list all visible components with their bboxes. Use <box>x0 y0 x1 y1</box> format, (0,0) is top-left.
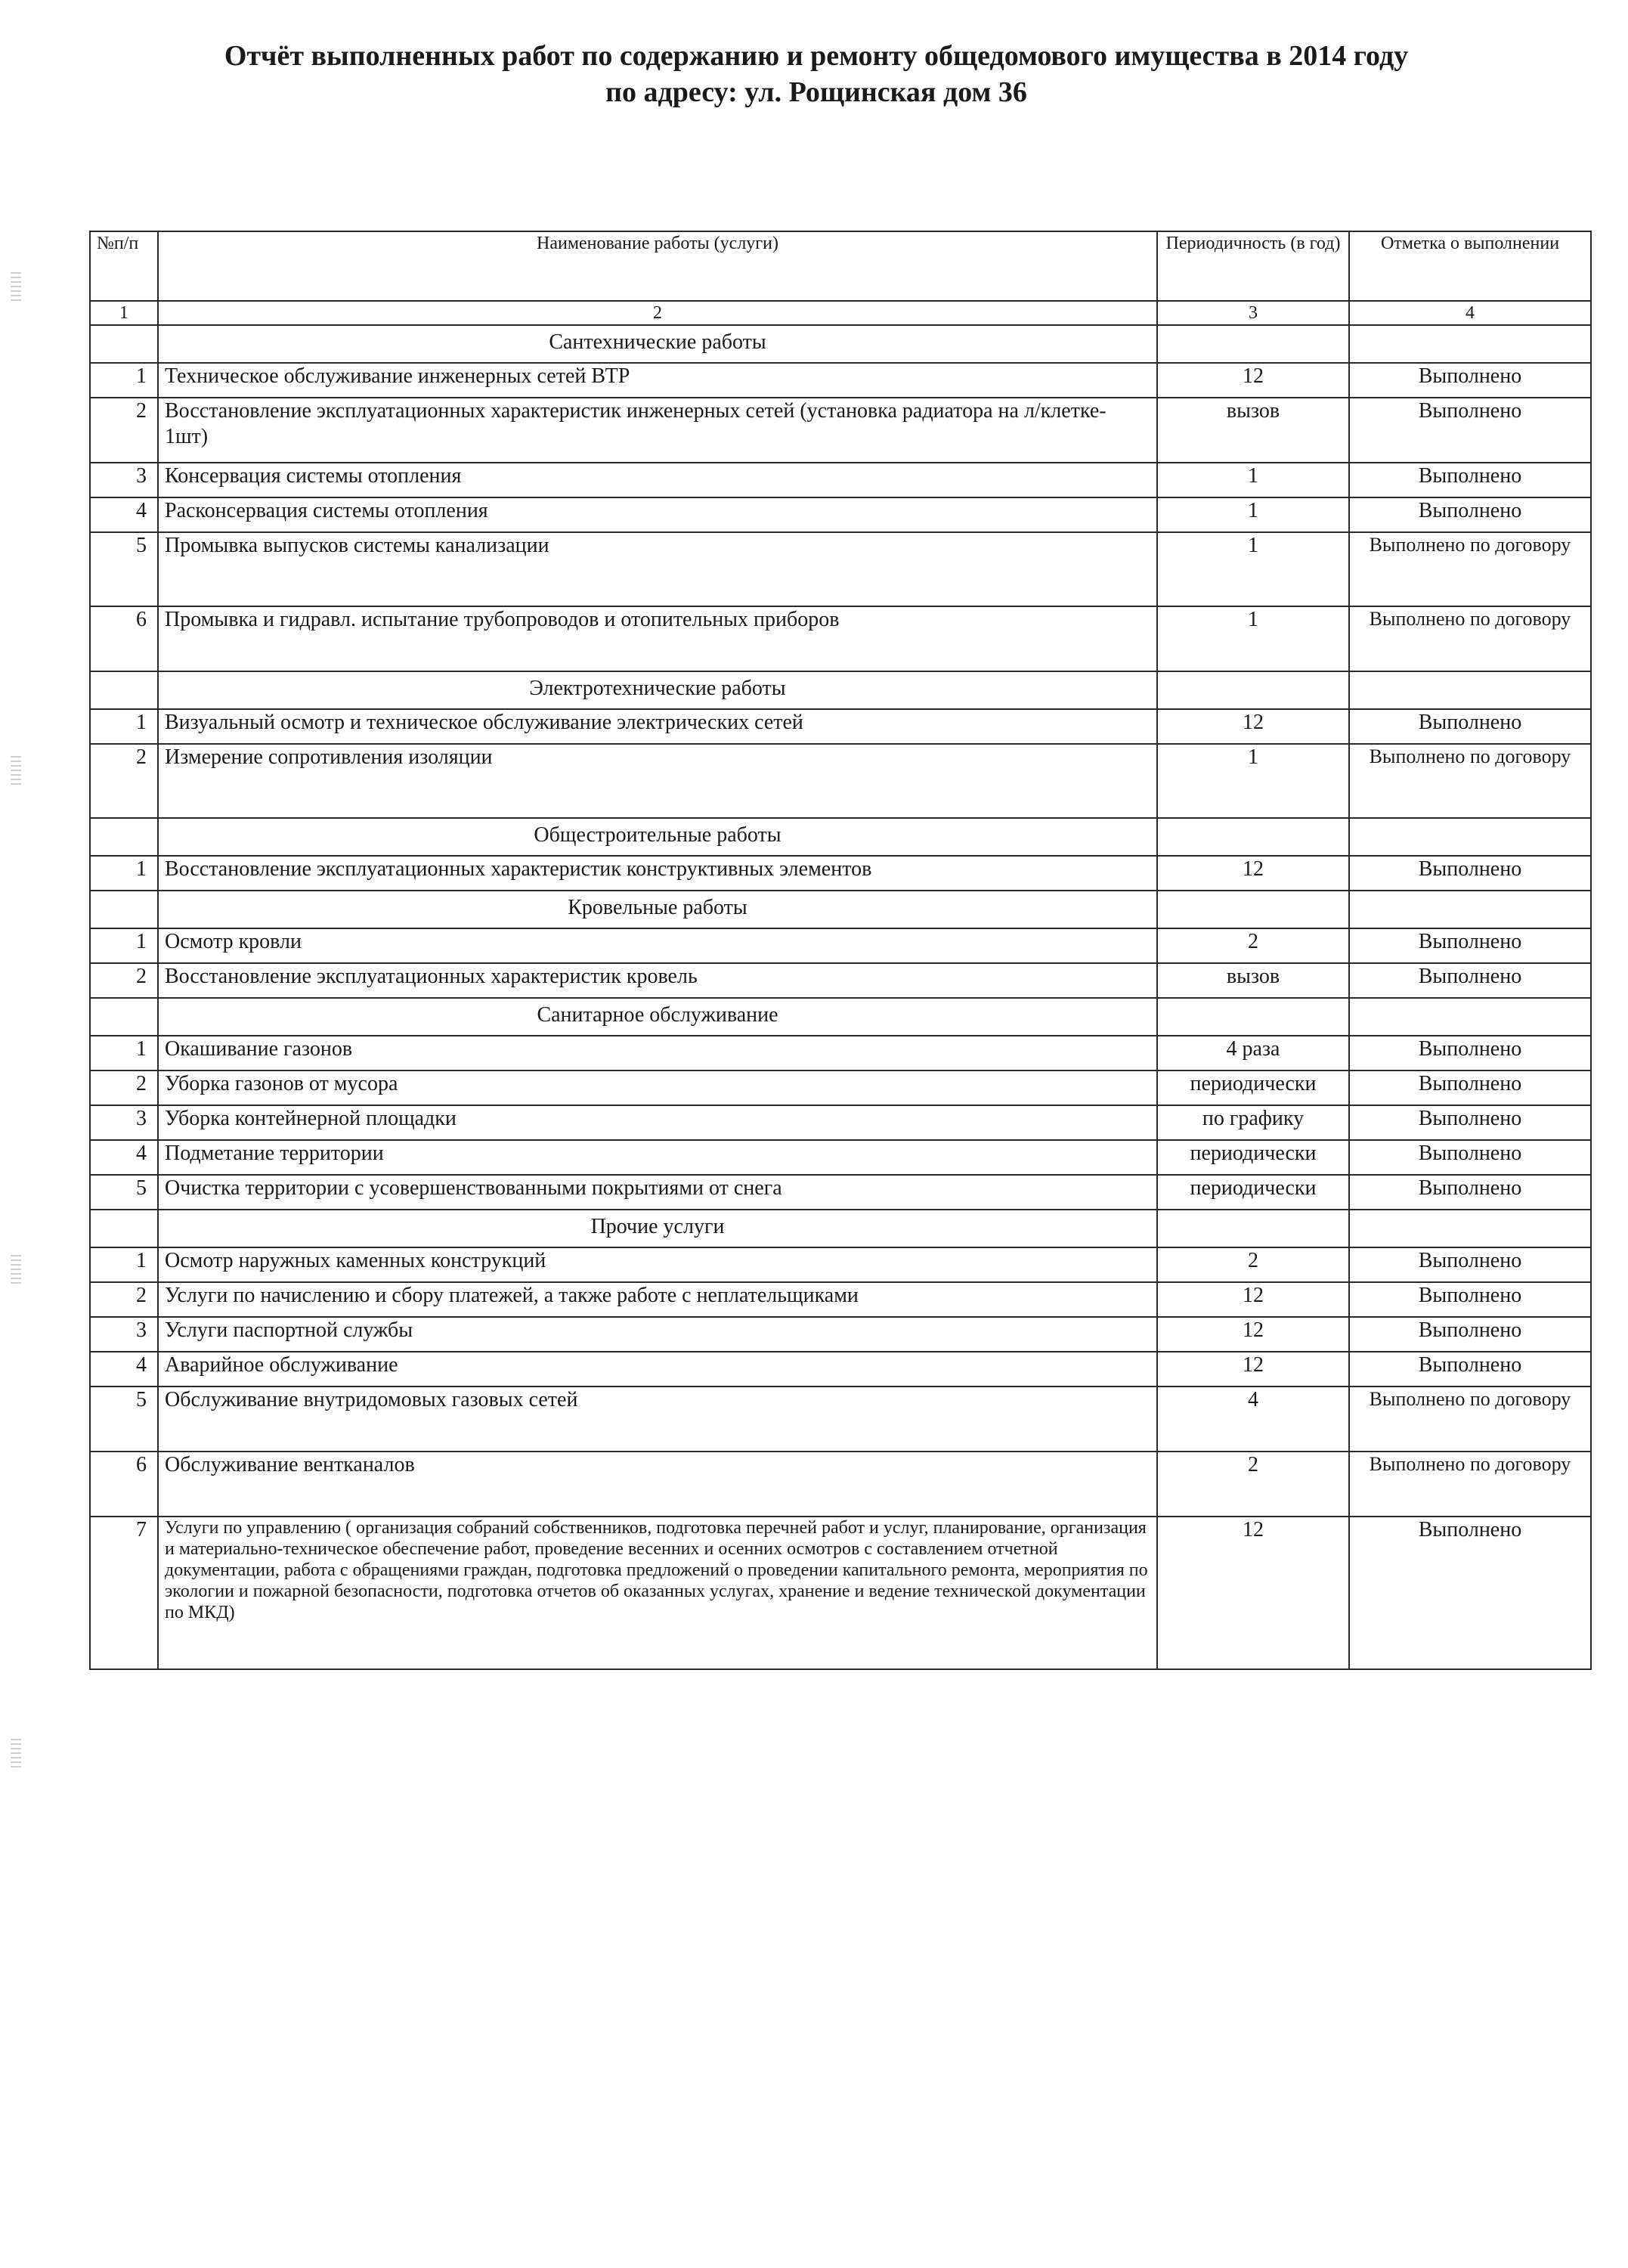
row-desc: Услуги по управлению ( организация собраний собственников, подготовка перечней работ и услуг, планирование, организация и материально-техническое обеспечение работ, проведение весенних и осенних осмотров с составлением отчетной документации, работа с обращениями граждан, подготовка предложений о проведении капитального ремонта, мероприятия по экологии и пожарной безопасности, подготовка отчетов об оказанных услугах, хранение и ведение технической документации по МКД) <box>158 1517 1157 1669</box>
works-report-table <box>89 231 1592 1670</box>
row-desc: Услуги по начислению и сбору платежей, а также работе с неплательщиками <box>158 1282 1157 1317</box>
row-period: 4 раза <box>1157 1036 1349 1070</box>
row-period: 4 <box>1157 1387 1349 1452</box>
row-num: 6 <box>90 1452 158 1517</box>
row-num: 3 <box>90 1105 158 1140</box>
row-desc: Измерение сопротивления изоляции <box>158 744 1157 818</box>
row-num: 2 <box>90 963 158 998</box>
header-status: Отметка о выполнении <box>1349 231 1591 301</box>
row-desc: Окашивание газонов <box>158 1036 1157 1070</box>
table-row <box>90 1140 1591 1175</box>
row-period: периодически <box>1157 1175 1349 1210</box>
row-desc: Консервация системы отопления <box>158 463 1157 497</box>
row-status: Выполнено <box>1349 463 1591 497</box>
row-num: 1 <box>90 856 158 891</box>
row-status: Выполнено <box>1349 1317 1591 1352</box>
table-row <box>90 744 1591 818</box>
row-period: 12 <box>1157 1282 1349 1317</box>
scan-artifact <box>11 272 21 302</box>
row-period: 12 <box>1157 1352 1349 1387</box>
row-period: 2 <box>1157 1452 1349 1517</box>
row-status: Выполнено <box>1349 1140 1591 1175</box>
section-row <box>90 891 1591 928</box>
row-num: 3 <box>90 1317 158 1352</box>
table-row <box>90 363 1591 398</box>
table-row <box>90 1352 1591 1387</box>
row-status: Выполнено <box>1349 1175 1591 1210</box>
row-desc: Промывка выпусков системы канализации <box>158 532 1157 606</box>
row-period: 12 <box>1157 1517 1349 1669</box>
table-row <box>90 1452 1591 1517</box>
header-name: Наименование работы (услуги) <box>158 231 1157 301</box>
row-status: Выполнено <box>1349 928 1591 963</box>
row-period: 12 <box>1157 1317 1349 1352</box>
row-status: Выполнено <box>1349 497 1591 532</box>
row-status: Выполнено <box>1349 963 1591 998</box>
row-period: вызов <box>1157 398 1349 463</box>
table-row <box>90 1387 1591 1452</box>
section-title: Сантехнические работы <box>158 325 1157 363</box>
header-row <box>90 231 1591 301</box>
table-row <box>90 709 1591 744</box>
row-period: 1 <box>1157 497 1349 532</box>
scan-artifact <box>11 1255 21 1285</box>
row-period: по графику <box>1157 1105 1349 1140</box>
scan-artifact <box>11 1739 21 1769</box>
section-row <box>90 998 1591 1036</box>
row-num: 1 <box>90 928 158 963</box>
section-title: Кровельные работы <box>158 891 1157 928</box>
table-row <box>90 1517 1591 1669</box>
section-title: Общестроительные работы <box>158 818 1157 856</box>
row-desc: Техническое обслуживание инженерных сетей ВТР <box>158 363 1157 398</box>
row-status: Выполнено <box>1349 856 1591 891</box>
row-num: 6 <box>90 606 158 671</box>
row-period: периодически <box>1157 1070 1349 1105</box>
header-period: Периодичность (в год) <box>1157 231 1349 301</box>
row-num: 4 <box>90 1140 158 1175</box>
row-num: 5 <box>90 532 158 606</box>
row-num: 2 <box>90 744 158 818</box>
row-num: 1 <box>90 1036 158 1070</box>
row-status: Выполнено <box>1349 1352 1591 1387</box>
row-period: 2 <box>1157 1247 1349 1282</box>
row-num: 2 <box>90 1282 158 1317</box>
title-line-2: по адресу: ул. Рощинская дом 36 <box>605 76 1027 108</box>
row-status: Выполнено <box>1349 363 1591 398</box>
row-num: 5 <box>90 1387 158 1452</box>
section-row <box>90 671 1591 709</box>
row-status: Выполнено <box>1349 709 1591 744</box>
row-desc: Уборка газонов от мусора <box>158 1070 1157 1105</box>
row-status: Выполнено по договору <box>1349 744 1591 818</box>
row-desc: Очистка территории с усовершенствованными покрытиями от снега <box>158 1175 1157 1210</box>
row-status: Выполнено <box>1349 1282 1591 1317</box>
row-status: Выполнено <box>1349 1105 1591 1140</box>
row-period: 1 <box>1157 606 1349 671</box>
row-num: 4 <box>90 1352 158 1387</box>
row-desc: Осмотр кровли <box>158 928 1157 963</box>
table-row <box>90 1282 1591 1317</box>
row-status: Выполнено <box>1349 1247 1591 1282</box>
col-number: 4 <box>1349 301 1591 325</box>
col-number: 2 <box>158 301 1157 325</box>
row-desc: Восстановление эксплуатационных характеристик кровель <box>158 963 1157 998</box>
row-num: 4 <box>90 497 158 532</box>
row-period: 1 <box>1157 532 1349 606</box>
section-row <box>90 325 1591 363</box>
row-desc: Визуальный осмотр и техническое обслуживание электрических сетей <box>158 709 1157 744</box>
row-desc: Обслуживание внутридомовых газовых сетей <box>158 1387 1157 1452</box>
section-title: Санитарное обслуживание <box>158 998 1157 1036</box>
row-status: Выполнено по договору <box>1349 606 1591 671</box>
row-desc: Расконсервация системы отопления <box>158 497 1157 532</box>
row-num: 3 <box>90 463 158 497</box>
row-period: периодически <box>1157 1140 1349 1175</box>
table-row <box>90 1036 1591 1070</box>
header-num: №п/п <box>90 231 158 301</box>
table-row <box>90 1105 1591 1140</box>
row-status: Выполнено <box>1349 1036 1591 1070</box>
section-row <box>90 1210 1591 1247</box>
row-num: 2 <box>90 1070 158 1105</box>
scan-artifact <box>11 756 21 786</box>
row-status: Выполнено по договору <box>1349 1387 1591 1452</box>
column-numbers-row <box>90 301 1591 325</box>
document-title <box>91 38 1542 110</box>
row-num: 1 <box>90 363 158 398</box>
table-row <box>90 1175 1591 1210</box>
row-status: Выполнено <box>1349 398 1591 463</box>
row-num: 2 <box>90 398 158 463</box>
row-desc: Подметание территории <box>158 1140 1157 1175</box>
row-num: 1 <box>90 709 158 744</box>
row-status: Выполнено по договору <box>1349 532 1591 606</box>
table-row <box>90 398 1591 463</box>
row-num: 1 <box>90 1247 158 1282</box>
row-status: Выполнено <box>1349 1517 1591 1669</box>
title-line-1: Отчёт выполненных работ по содержанию и ремонту общедомового имущества в 2014 году <box>224 40 1409 72</box>
row-desc: Осмотр наружных каменных конструкций <box>158 1247 1157 1282</box>
row-desc: Восстановление эксплуатационных характеристик инженерных сетей (установка радиатора на л/клетке- 1шт) <box>158 398 1157 463</box>
row-desc: Аварийное обслуживание <box>158 1352 1157 1387</box>
row-period: 1 <box>1157 744 1349 818</box>
row-period: вызов <box>1157 963 1349 998</box>
section-title: Электротехнические работы <box>158 671 1157 709</box>
row-period: 12 <box>1157 856 1349 891</box>
table-row <box>90 606 1591 671</box>
row-period: 1 <box>1157 463 1349 497</box>
table-row <box>90 463 1591 497</box>
row-period: 12 <box>1157 363 1349 398</box>
table-row <box>90 1317 1591 1352</box>
table-row <box>90 928 1591 963</box>
row-period: 12 <box>1157 709 1349 744</box>
row-status: Выполнено <box>1349 1070 1591 1105</box>
section-title: Прочие услуги <box>158 1210 1157 1247</box>
row-desc: Уборка контейнерной площадки <box>158 1105 1157 1140</box>
row-status: Выполнено по договору <box>1349 1452 1591 1517</box>
row-desc: Промывка и гидравл. испытание трубопроводов и отопительных приборов <box>158 606 1157 671</box>
row-desc: Услуги паспортной службы <box>158 1317 1157 1352</box>
table-row <box>90 1070 1591 1105</box>
table-row <box>90 963 1591 998</box>
col-number: 1 <box>90 301 158 325</box>
row-desc: Обслуживание вентканалов <box>158 1452 1157 1517</box>
table-row <box>90 1247 1591 1282</box>
table-row <box>90 856 1591 891</box>
col-number: 3 <box>1157 301 1349 325</box>
row-period: 2 <box>1157 928 1349 963</box>
table-row <box>90 497 1591 532</box>
row-num: 7 <box>90 1517 158 1669</box>
row-desc: Восстановление эксплуатационных характеристик конструктивных элементов <box>158 856 1157 891</box>
section-row <box>90 818 1591 856</box>
table-row <box>90 532 1591 606</box>
row-num: 5 <box>90 1175 158 1210</box>
